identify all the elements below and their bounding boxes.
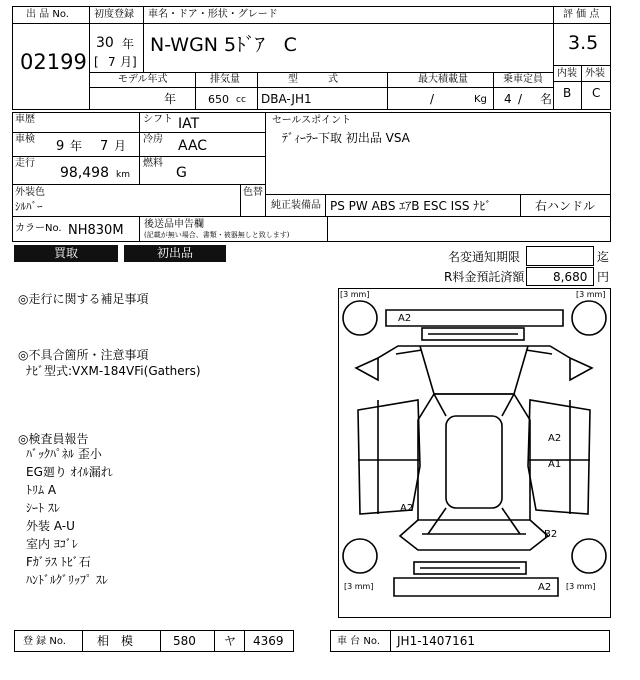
recycle-box [526, 267, 594, 286]
chassis-number: JH1-1407161 [397, 634, 475, 648]
inspector-line: ﾄﾘﾑ A [26, 483, 57, 497]
first-reg-month: 7 [108, 55, 116, 69]
color-docs-row [12, 216, 611, 242]
inspector-line: EG廻り ｵｲﾙ漏れ [26, 465, 113, 479]
inspection-year-unit: 年 [70, 139, 83, 153]
tread-rl-value: 3 [347, 582, 353, 591]
recycle-label: R料金預託済額 [444, 270, 525, 284]
damage-rear-bumper: A2 [538, 582, 552, 593]
damage-right-rear-fender: B2 [544, 529, 558, 540]
tire-rear-left [343, 539, 377, 573]
tread-unit: mm [354, 582, 371, 591]
interior-grade-label: 内装 [557, 68, 577, 79]
exterior-color-label: 外装色 [15, 187, 45, 198]
sales-point-cell [266, 112, 611, 194]
chassis-box [330, 630, 610, 652]
tread-fl-value: 3 [343, 290, 349, 299]
first-reg-year: 30 [96, 35, 114, 51]
first-reg-label-cell [90, 6, 144, 24]
damage-right-front-door: A2 [548, 433, 562, 444]
damage-front-bumper: A2 [398, 313, 412, 324]
plate-box [14, 630, 294, 652]
steering-value: 右ハンドル [535, 199, 596, 213]
capacity-value: 4 [504, 92, 512, 106]
exterior-grade: C [592, 86, 601, 100]
displacement-unit: cc [236, 95, 246, 105]
type-label: 型 式 [288, 74, 338, 85]
mileage-value: 98,498 [60, 165, 109, 181]
history-label: 車歴 [15, 114, 35, 125]
equipment-label: 純正装備品 [271, 200, 321, 211]
car-name: N-WGN 5ﾄﾞｱ C [150, 34, 297, 56]
color-no-value: NH830M [68, 223, 124, 238]
tread-rr-value: 3 [569, 582, 575, 591]
score-label-cell [554, 6, 611, 24]
lot-number: 02199 [20, 50, 87, 74]
tread-unit: mm [586, 290, 603, 299]
inspection-month: 7 [100, 139, 109, 154]
max-load-unit: Kg [474, 94, 487, 105]
exterior-grade-label: 外装 [585, 68, 605, 79]
lot-label: 出 品 No. [26, 9, 69, 20]
capacity-unit: 名 [540, 92, 553, 106]
shift-label: シフト [143, 114, 173, 125]
equipment-value: PS PW ABS ｴｱB ESC ISS ﾅﾋﾞ [330, 199, 492, 213]
capacity-label: 乗車定員 [503, 74, 543, 85]
type-value: DBA-JH1 [261, 92, 312, 106]
inspector-line: Fｶﾞﾗｽ ﾄﾋﾞ石 [26, 555, 91, 569]
max-load-sep: / [430, 92, 435, 106]
inspector-line: ｼｰﾄ ｽﾚ [26, 501, 60, 515]
name-change-unit: 迄 [597, 250, 610, 264]
plate-class: 580 [173, 634, 196, 648]
score-value: 3.5 [568, 32, 599, 54]
mileage-label: 走行 [15, 158, 35, 169]
purchase-badge: 買取 [14, 245, 118, 262]
first-reg-cell [90, 24, 144, 72]
middle-info [140, 112, 266, 184]
car-diagram [338, 288, 611, 618]
left-info [12, 112, 140, 184]
tire-front-left [343, 301, 377, 335]
car-name-cell [144, 24, 554, 72]
ac-value: AAC [178, 138, 208, 154]
docs-note: (記載が無い場合、書類・被器無しと致します) [144, 231, 290, 239]
repaint-label: 色替 [243, 187, 263, 198]
inspector-title: ◎検査員報告 [18, 432, 89, 446]
displacement-value: 650 [208, 93, 229, 106]
model-year-label: モデル年式 [118, 74, 168, 85]
plate-kana: ヤ [224, 634, 237, 648]
car-name-label: 車名・ドア・形状・グレード [148, 9, 278, 20]
ac-label: 冷房 [143, 134, 163, 145]
shift-value: IAT [178, 116, 200, 132]
sales-point-text: ﾃﾞｨｰﾗｰ下取 初出品 VSA [282, 131, 410, 145]
tire-rear-right [572, 539, 606, 573]
car-name-label-cell [144, 6, 554, 24]
interior-grade: B [563, 86, 572, 100]
fuel-value: G [176, 165, 187, 181]
tread-unit: mm [350, 290, 367, 299]
tread-unit: mm [576, 582, 593, 591]
sales-point-label: セールスポイント [272, 115, 352, 126]
defects-title: ◎不具合箇所・注意事項 [18, 348, 149, 362]
grade-cells [554, 65, 611, 110]
first-reg-label: 初度登録 [94, 9, 134, 20]
inspector-line: 外装 A-U [26, 519, 75, 533]
exterior-color-value: ｼﾙﾊﾞｰ [15, 200, 43, 213]
capacity-sep: / [518, 92, 523, 106]
model-year-unit: 年 [164, 92, 177, 106]
score-cell [554, 24, 611, 65]
recycle-amount: 8,680 [553, 270, 588, 284]
first-reg-month-unit: 月] [120, 55, 137, 69]
first-reg-year-unit: 年 [122, 37, 135, 51]
damage-left-rear-fender: A2 [400, 503, 414, 514]
name-change-box [526, 246, 594, 266]
plate-label: 登 録 No. [23, 636, 66, 647]
tread-fr-value: 3 [579, 290, 585, 299]
exterior-color-cell [12, 184, 266, 216]
inspection-label: 車検 [15, 134, 35, 145]
equipment-row [266, 194, 611, 216]
inspector-line: ﾊﾝﾄﾞﾙｸﾞﾘｯﾌﾟ ｽﾚ [26, 573, 108, 587]
color-no-label: カラーNo. [15, 223, 62, 234]
defects-line: ﾅﾋﾞ型式:VXM-184VFi(Gathers) [26, 364, 201, 378]
plate-area: 相 模 [97, 634, 134, 648]
first-listing-badge: 初出品 [124, 245, 226, 262]
recycle-unit: 円 [597, 270, 610, 284]
plate-number: 4369 [253, 634, 284, 648]
spec-label-row [90, 72, 554, 88]
inspection-month-unit: 月 [114, 139, 127, 153]
name-change-label: 名変通知期限 [448, 250, 521, 264]
max-load-label: 最大積載量 [418, 74, 468, 85]
chassis-label: 車 台 No. [337, 636, 380, 647]
lot-number-cell [12, 24, 90, 110]
tire-front-right [572, 301, 606, 335]
inspector-line: 室内 ﾖｺﾞﾚ [26, 537, 78, 551]
damage-right-rear-door: A1 [548, 459, 562, 470]
first-reg-month-open: [ [94, 55, 99, 69]
fuel-label: 燃料 [143, 158, 163, 169]
mileage-unit: km [116, 170, 130, 180]
score-label: 評 価 点 [563, 9, 600, 20]
lot-label-cell [12, 6, 90, 24]
inspection-year: 9 [56, 139, 65, 154]
driving-notes-title: ◎走行に関する補足事項 [18, 292, 149, 306]
spec-value-row [90, 88, 554, 110]
docs-label: 後送品申告欄 [144, 219, 204, 230]
inspector-line: ﾊﾞｯｸﾊﾟﾈﾙ 歪小 [26, 447, 102, 461]
displacement-label: 排気量 [210, 74, 240, 85]
